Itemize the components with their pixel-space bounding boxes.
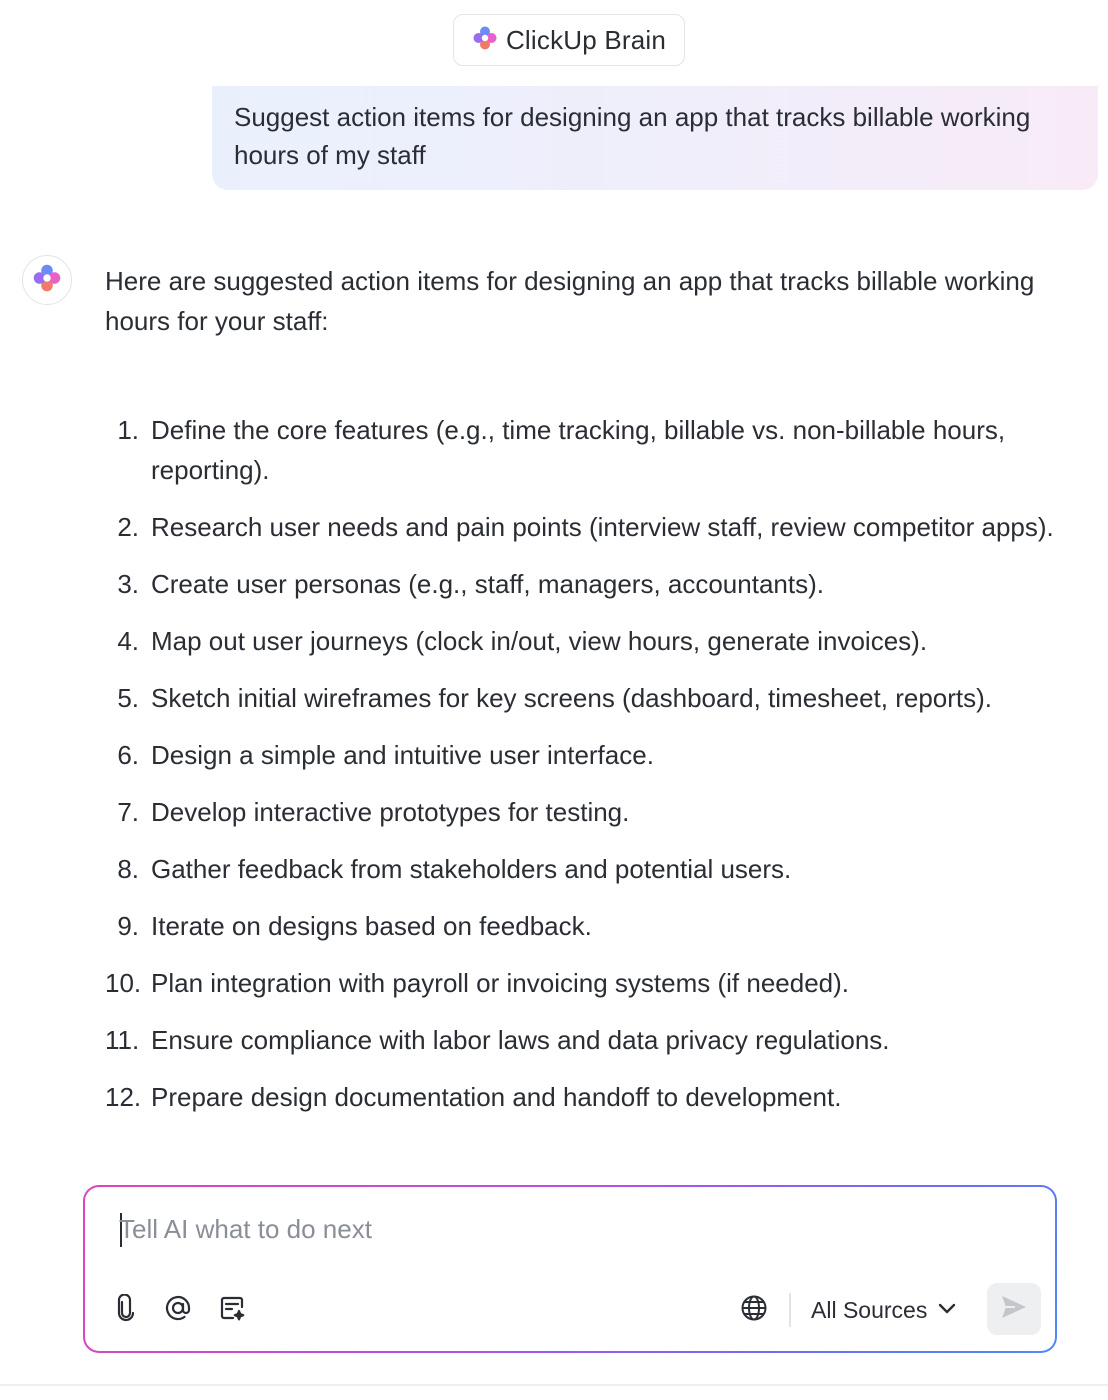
ai-prompt-input[interactable] xyxy=(119,1209,999,1249)
ai-avatar xyxy=(22,255,72,305)
clickup-brain-header[interactable] xyxy=(453,14,685,66)
list-item-text: Develop interactive prototypes for testing. xyxy=(151,797,630,827)
list-item-number: 9. xyxy=(117,911,139,941)
paperclip-icon xyxy=(113,1294,139,1327)
list-item xyxy=(105,963,1085,1003)
list-item-text: Define the core features (e.g., time tracking, billable vs. non-billable hours, reporting). xyxy=(151,415,1006,485)
sources-label: All Sources xyxy=(811,1296,928,1323)
list-item-number: 10. xyxy=(105,968,142,998)
mention-button[interactable] xyxy=(161,1293,195,1327)
list-item-number: 8. xyxy=(117,854,139,884)
list-item xyxy=(105,735,1085,775)
list-item-text: Gather feedback from stakeholders and potential users. xyxy=(151,854,792,884)
ai-composer-inner xyxy=(85,1187,1055,1351)
list-item xyxy=(105,564,1085,604)
chevron-down-icon xyxy=(937,1301,957,1320)
list-item xyxy=(105,507,1085,547)
list-item-number: 11. xyxy=(105,1025,140,1055)
list-item xyxy=(105,906,1085,946)
list-item xyxy=(105,792,1085,832)
ai-notes-button[interactable] xyxy=(215,1293,249,1327)
list-item-text: Iterate on designs based on feedback. xyxy=(151,911,592,941)
user-message-bubble xyxy=(212,86,1098,190)
attach-button[interactable] xyxy=(109,1293,143,1327)
send-icon xyxy=(1000,1294,1028,1325)
list-item-number: 5. xyxy=(117,683,139,713)
web-search-button[interactable] xyxy=(737,1293,771,1327)
toolbar-divider xyxy=(789,1293,791,1327)
header-title: ClickUp Brain xyxy=(505,24,667,55)
sources-dropdown[interactable] xyxy=(811,1291,957,1329)
list-item xyxy=(105,1077,1085,1117)
list-item-text: Plan integration with payroll or invoicing systems (if needed). xyxy=(151,968,850,998)
list-item-number: 1. xyxy=(117,415,139,445)
list-item-number: 7. xyxy=(117,797,139,827)
ai-response-intro: Here are suggested action items for designing an app that tracks billable working hours for your staff: xyxy=(105,266,1035,336)
list-item-text: Design a simple and intuitive user interface. xyxy=(151,740,654,770)
list-item xyxy=(105,849,1085,889)
list-item-text: Prepare design documentation and handoff to development. xyxy=(151,1082,842,1112)
list-item-text: Create user personas (e.g., staff, managers, accountants). xyxy=(151,569,824,599)
user-message-text: Suggest action items for designing an app that tracks billable working hours of my staff xyxy=(234,102,1031,170)
list-item-text: Map out user journeys (clock in/out, view hours, generate invoices). xyxy=(151,626,928,656)
send-button[interactable] xyxy=(987,1283,1041,1335)
list-item-number: 6. xyxy=(117,740,139,770)
action-items-list xyxy=(105,410,1085,1134)
list-item-number: 4. xyxy=(117,626,139,656)
list-item-text: Research user needs and pain points (interview staff, review competitor apps). xyxy=(151,512,1054,542)
at-mention-icon xyxy=(164,1294,192,1327)
list-item-number: 2. xyxy=(117,512,139,542)
list-item-text: Ensure compliance with labor laws and data privacy regulations. xyxy=(151,1025,890,1055)
ai-composer xyxy=(83,1185,1057,1353)
list-item-number: 3. xyxy=(117,569,139,599)
list-item xyxy=(105,621,1085,661)
globe-icon xyxy=(740,1294,768,1327)
clickup-brain-logo-icon xyxy=(32,263,62,298)
list-item xyxy=(105,678,1085,718)
list-item xyxy=(105,410,1085,490)
bottom-divider xyxy=(0,1384,1108,1386)
list-item-number: 12. xyxy=(105,1082,142,1112)
ai-notes-icon xyxy=(218,1294,246,1327)
list-item xyxy=(105,1020,1085,1060)
clickup-brain-logo-icon xyxy=(472,25,498,56)
list-item-text: Sketch initial wireframes for key screens (dashboard, timesheet, reports). xyxy=(151,683,993,713)
